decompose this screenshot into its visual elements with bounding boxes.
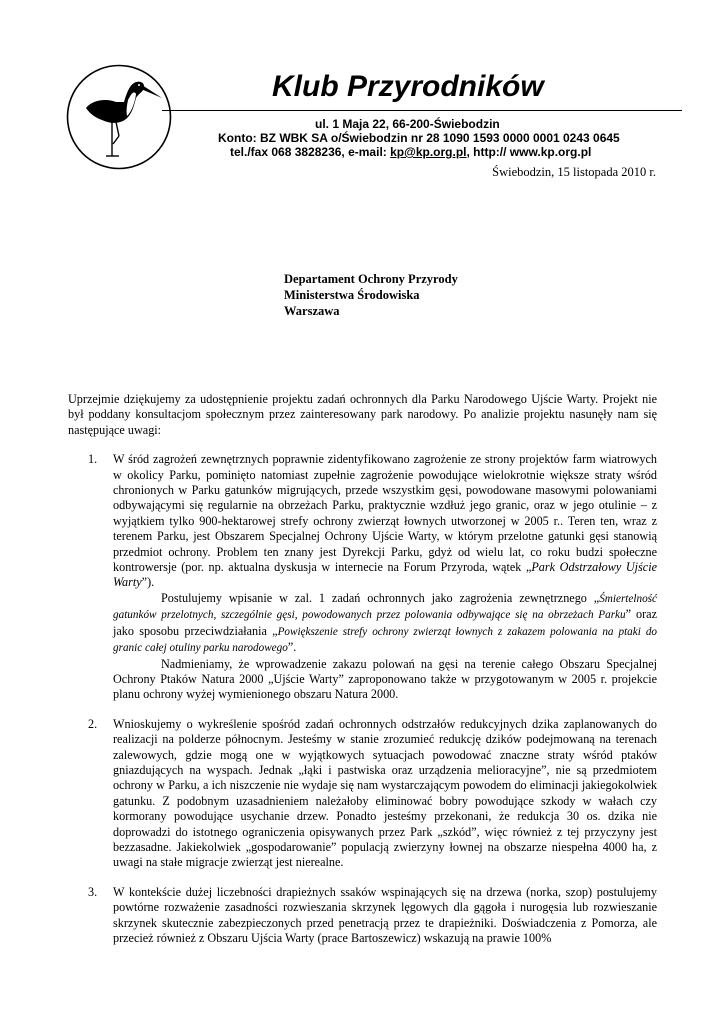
contact-prefix: tel./fax 068 3828236, e-mail:	[230, 145, 391, 159]
item-paragraph: Nadmieniamy, że wprowadzenie zakazu polowań na gęsi na terenie całego Obszaru Specjalnej Ochrony Ptaków Natura 2000 „Ujście Warty” zaproponowano także w przygotowanym w 2005 r. projekcie planu ochrony wyżej wymienionego obszaru Natura 2000.	[113, 656, 657, 702]
intro-paragraph: Uprzejmie dziękujemy za udostępnienie projektu zadań ochronnych dla Parku Narodowego Ujście Warty. Projekt nie był poddany konsultacjom społecznym przez zainteresowany park narodowy. Po analizie projektu nasunęły nam się następujące uwagi:	[68, 392, 657, 437]
date-line: Świebodzin, 15 listopada 2010 r.	[492, 165, 656, 179]
org-name: Klub Przyrodników	[272, 70, 544, 103]
org-contact	[230, 145, 591, 159]
addressee-line: Departament Ochrony Przyrody	[284, 272, 458, 286]
addressee-line: Warszawa	[284, 304, 340, 318]
emphasis: Powiększenie strefy ochrony zwierząt łownych z zakazem polowania na ptaki do granic całej otuliny parku narodowego	[113, 625, 658, 655]
item-paragraph: W śród zagrożeń zewnętrznych poprawnie zidentyfikowano zagrożenie ze strony projektów farm wiatrowych w okolicy Parku, pominięto natomiast zupełnie zagrożenie powodujące wielokrotnie większe straty wśród chronionych w Parku gatunków migrujących, przede wszystkim gęsi, powodowane masowymi polowaniami odbywającymi się regularnie na obrzeżach Parku, praktycznie wzdłuż jego granic, oraz w jego otulinie – z wyjątkiem tylko 900-hektarowej strefy ochrony zwierząt łownych utworzonej w 2005 r.. Teren ten, wraz z terenem Parku, jest Obszarem Specjalnej Ochrony Ujście Warty, w którym przelotne gatunki gęsi stanowią przedmiot ochrony. Problem ten znany jest Dyrekcji Parku, gdyż od wielu lat, co roku budzi społeczne kontrowersje (por. np. aktualna dyskusja w internecie na Forum Przyroda, wątek „Park Odstrzałowy Ujście Warty”).	[113, 452, 657, 590]
emphasis: Park Odstrzałowy Ujście Warty	[113, 560, 657, 590]
list-item	[68, 717, 657, 871]
remarks-list	[68, 452, 657, 946]
addressee-line: Ministerstwa Środowiska	[284, 288, 420, 302]
stork-logo	[66, 64, 172, 170]
item-number: 2.	[88, 716, 98, 731]
item-paragraph: Wnioskujemy o wykreślenie spośród zadań ochronnych odstrzałów redukcyjnych dzika zaplanowanych do realizacji na polderze północnym. Jesteśmy w stanie zrozumieć redukcję dzików podejmowaną na terenach zalewowych, gdzie mogą one w wyjątkowych sytuacjach powodować znaczne straty wśród ptaków gniazdujących na wyspach. Jednak „łąki i pastwiska oraz urządzenia melioracyjne”, nie są przedmiotem ochrony w Parku, a ich niszczenie nie wydaje się nam wystarczającym powodem do eliminacji jakiegokolwiek gatunku. Z podobnym uzasadnieniem należałoby eliminować bobry powodujące szkody w wałach czy kormorany powodujące usychanie drzew. Ponadto jesteśmy przekonani, że redukcja 30 os. dzika nie doprowadzi do istotnego ograniczenia opisywanych przez Park „szkód”, więc również z tej przyczyny jest bezzasadne. Jakiekolwiek „gospodarowanie” populacją zwierzyny łownej na obszarze niespełna 4000 ha, z uwagi na stałe migracje zwierząt jest nierealne.	[113, 716, 657, 870]
item-number: 3.	[88, 884, 98, 899]
email-link[interactable]: kp@kp.org.pl	[390, 145, 467, 159]
org-bank-account: Konto: BZ WBK SA o/Świebodzin nr 28 1090 1593 0000 0001 0243 0645	[218, 131, 620, 145]
org-address: ul. 1 Maja 22, 66-200-Świebodzin	[315, 117, 500, 131]
list-item	[68, 885, 657, 947]
letterhead-divider	[162, 110, 682, 111]
item-number: 1.	[88, 452, 98, 467]
letter-body	[68, 392, 657, 960]
list-item	[68, 452, 657, 703]
item-paragraph: Postulujemy wpisanie w zal. 1 zadań ochronnych jako zagrożenia zewnętrznego „Śmiertelność gatunków przelotnych, szczególnie gęsi, powodowanych przez polowania odbywające się na obrzeżach Parku” oraz jako sposobu przeciwdziałania „Powiększenie strefy ochrony zwierząt łownych z zakazem polowania na ptaki do granic całej otuliny parku narodowego”.	[113, 590, 658, 655]
addressee-block	[284, 271, 458, 319]
item-paragraph: W kontekście dużej liczebności drapieżnych ssaków wspinających się na drzewa (norka, szop) postulujemy powtórne rozważenie zasadności rozwieszania skrzynek lęgowych dla gągoła i nurogęsia lub rozwieszanie skrzynek skutecznie zabezpieczonych przed penetracją przez te drapieżniki. Doświadczenia z Pomorza, ale przecież również z Obszaru Ujścia Warty (prace Bartoszewicz) wskazują na prawie 100%	[113, 884, 657, 945]
contact-suffix: , http:// www.kp.org.pl	[466, 145, 592, 159]
emphasis: Śmiertelność gatunków przelotnych, szczególnie gęsi, powodowanych przez polowania odbywające się na obrzeżach Parku	[113, 592, 657, 622]
